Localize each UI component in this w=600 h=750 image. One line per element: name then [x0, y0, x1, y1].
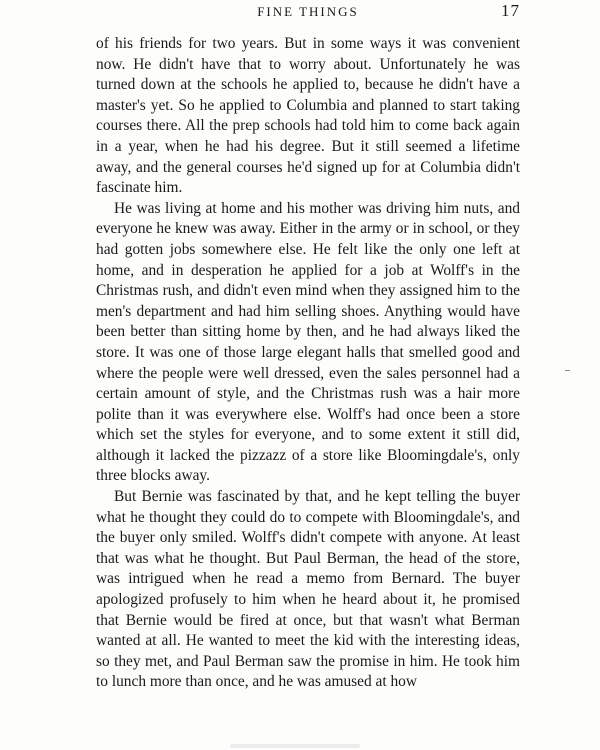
paragraph: But Bernie was fascinated by that, and he kept telling the buyer what he thought they could do to compete with Bloomingdale's, and the buyer only smiled. Wolff's didn't compete with anyone. At least that was what he thought. But Paul Berman, the head of the store, was intrigued when he read a memo from Bernard. The buyer apologized profusely to him when he heard about it, he promised that Bernie would be fired at once, but that wasn't what Berman wanted at all. He wanted to meet the kid with the interesting ideas, so they met, and Paul Berman saw the promise in him. He took him to lunch more than once, and he was amused at how — [96, 488, 520, 691]
running-title: FINE THINGS — [257, 4, 359, 19]
running-head — [96, 1, 520, 24]
page-number: 17 — [501, 1, 520, 20]
margin-mark — [565, 370, 570, 371]
paragraph: He was living at home and his mother was driving him nuts, and everyone he knew was away. Either in the army or in school, or they had gotten jobs somewhere else. He felt like the only one left at home, and in desperation he applied for a job at Wolff's in the Christmas rush, and didn't even mind when they assigned him to the men's department and had him selling shoes. Anything would have been better than sitting home by then, and he had always liked the store. It was one of those large elegant halls that smelled good and where the people were well dressed, even the sales personnel had a certain amount of style, and the Christmas rush was a hair more polite than it was everywhere else. Wolff's had once been a store which set the styles for everyone, and to some extent it still did, although it lacked the pizzazz of a store like Bloomingdale's, only three blocks away. — [96, 199, 520, 485]
scan-smudge — [230, 744, 360, 748]
body-text — [96, 34, 520, 693]
paragraph-continuation: of his friends for two years. But in some ways it was convenient now. He didn't have that to worry about. Unfortunately he was turned down at the schools he applied to, because he didn't have a master's yet. So he applied to Columbia and planned to start taking courses there. All the prep schools had told him to come back again in a year, when he had his degree. But it still seemed a lifetime away, and the general courses he'd signed up for at Columbia didn't fascinate him. — [96, 35, 520, 197]
